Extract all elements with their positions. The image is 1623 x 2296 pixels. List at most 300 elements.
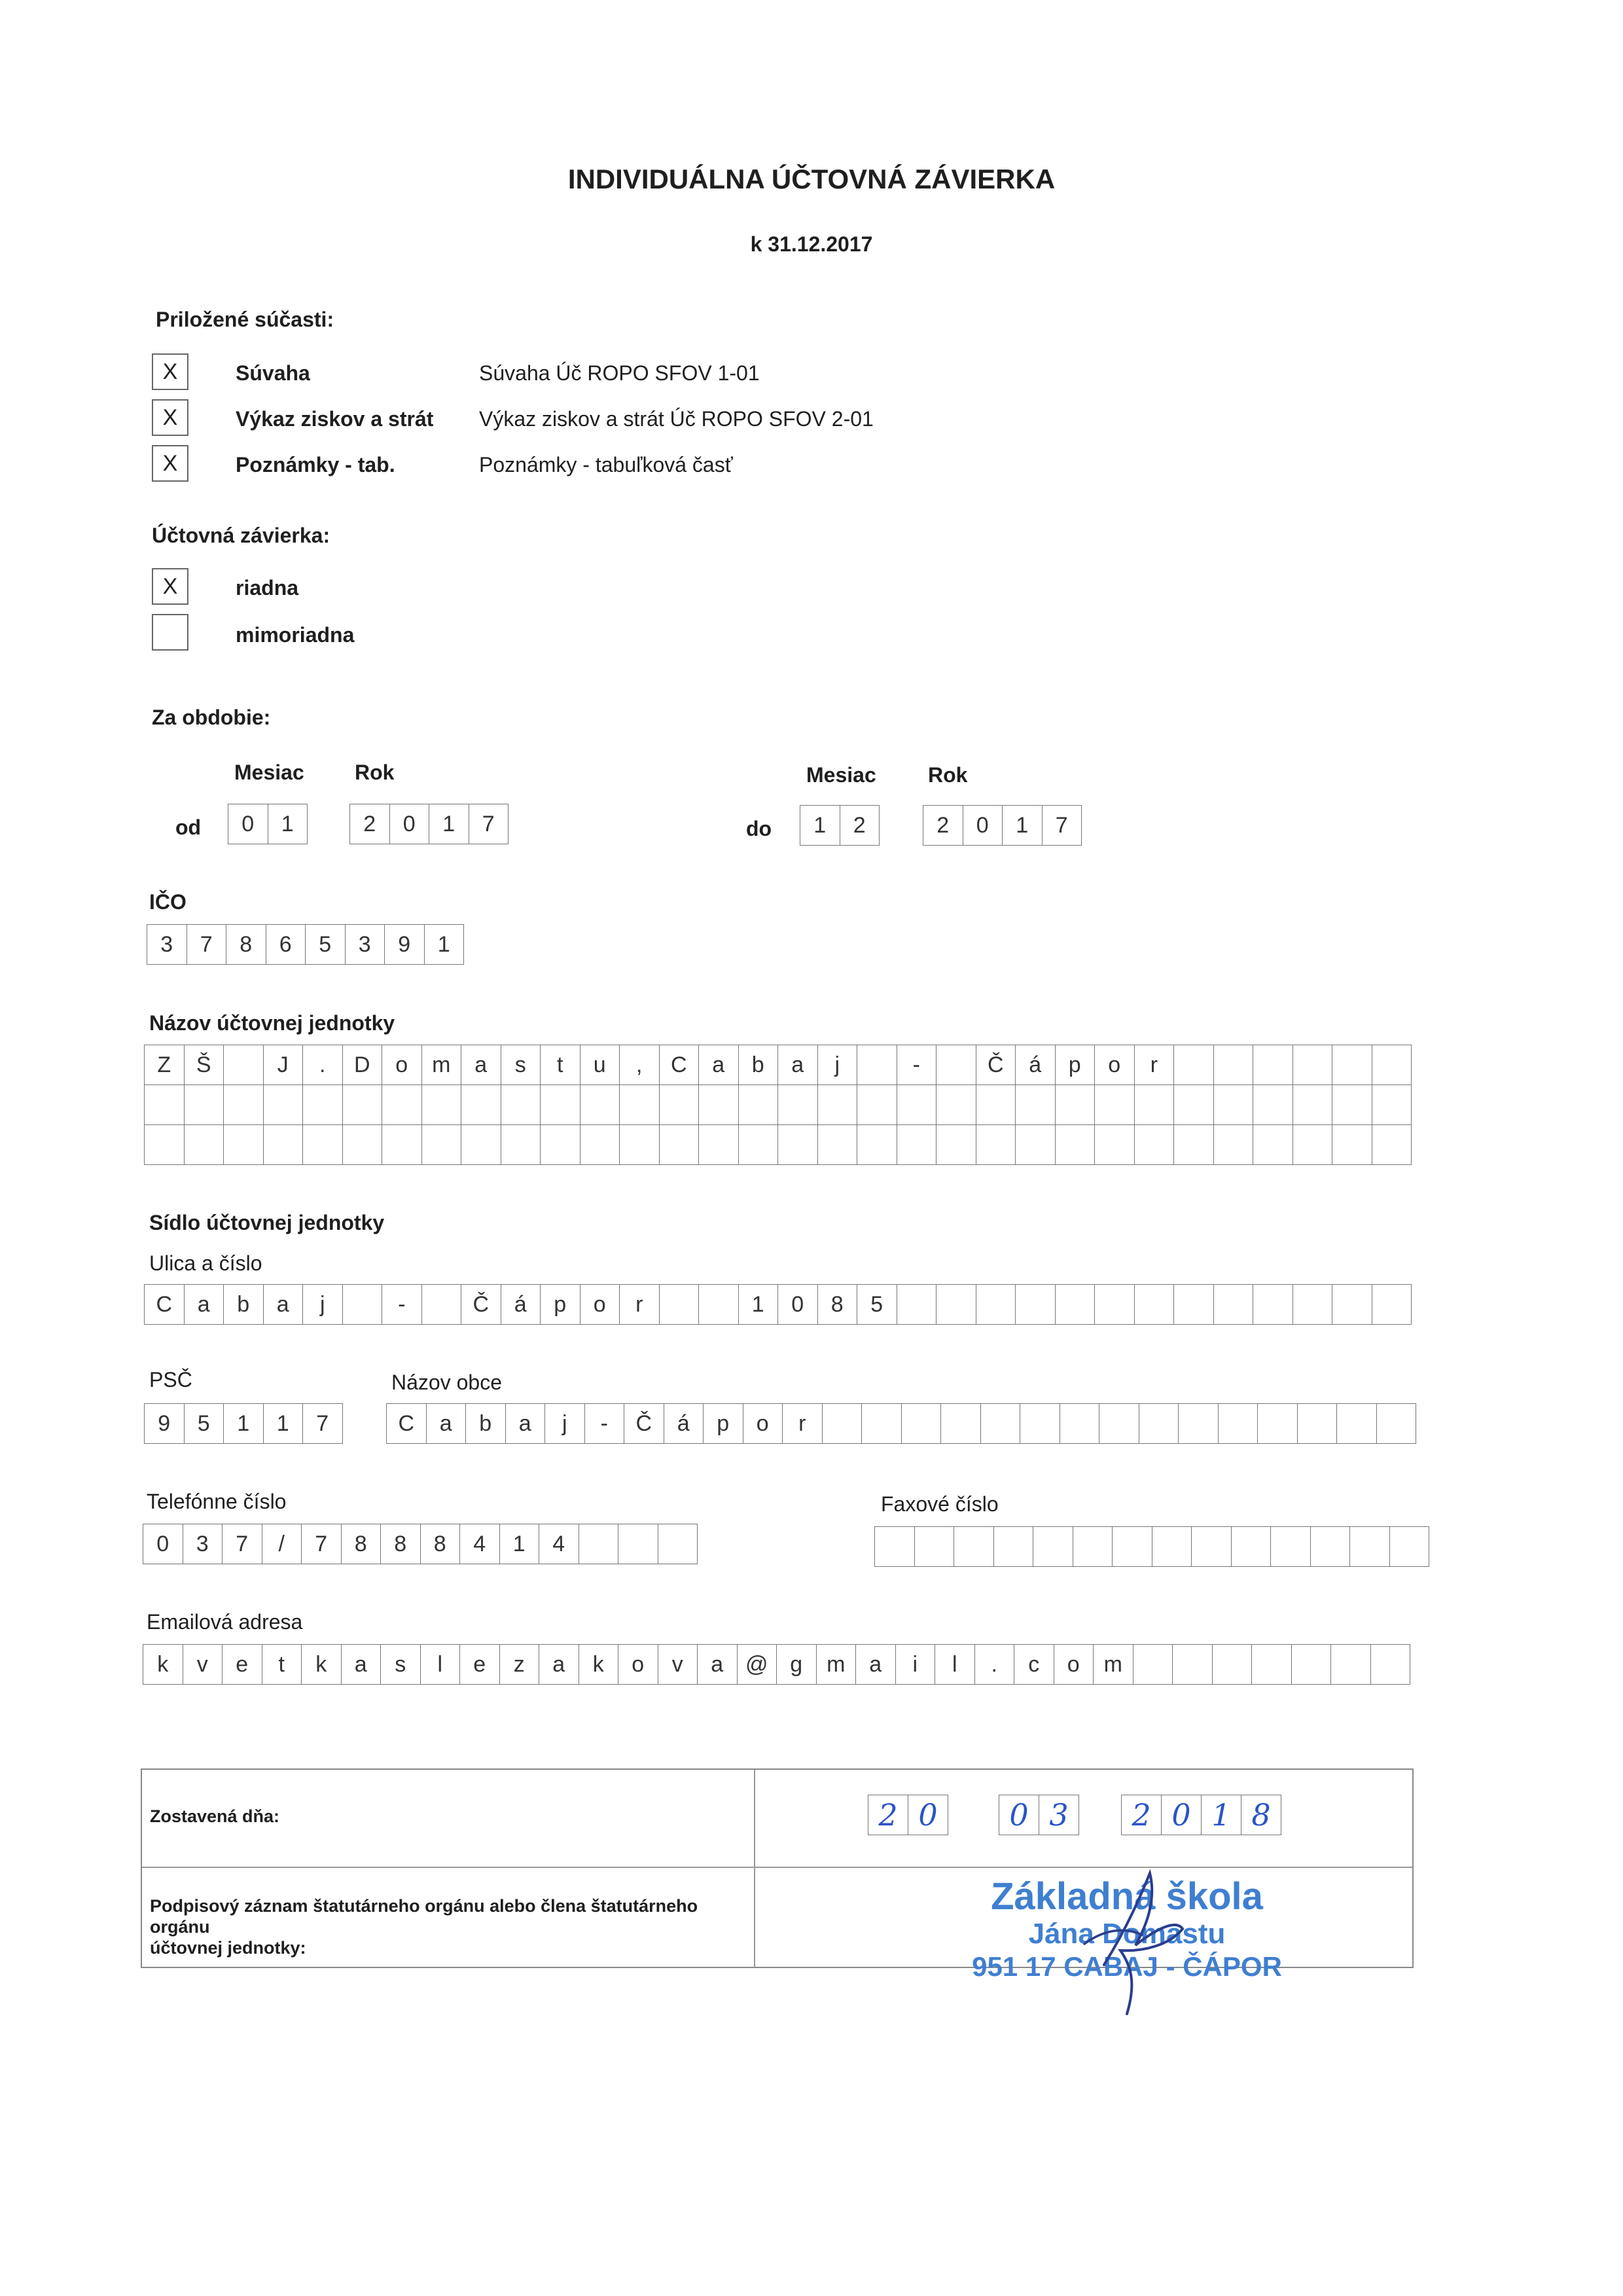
char-cell: o (618, 1644, 658, 1685)
char-cell (184, 1124, 224, 1165)
char-cell: - (584, 1403, 625, 1444)
char-cell: r (1134, 1045, 1175, 1085)
seat-label: Sídlo účtovnej jednotky (149, 1211, 385, 1234)
char-cell (857, 1124, 897, 1165)
entity-name-field[interactable] (144, 1045, 1412, 1165)
signature-label-line-2: účtovnej jednotky: (150, 1938, 306, 1958)
char-cell: 8 (420, 1524, 461, 1564)
char-cell (1172, 1644, 1213, 1685)
compiled-day-field[interactable] (868, 1795, 948, 1835)
char-cell (738, 1124, 779, 1165)
digit-cell: 7 (1042, 805, 1082, 846)
char-cell (1218, 1403, 1258, 1444)
digit-cell: 0 (228, 804, 268, 844)
char-cell (777, 1124, 818, 1165)
document-date: k 31.12.2017 (750, 232, 873, 256)
char-cell: . (974, 1644, 1015, 1685)
char-cell (1332, 1085, 1372, 1125)
char-cell (936, 1045, 976, 1085)
char-cell: l (935, 1644, 975, 1685)
street-field[interactable] (144, 1284, 1412, 1325)
char-cell: 0 (777, 1284, 818, 1325)
period-to-year[interactable] (923, 805, 1082, 846)
char-cell: j (302, 1284, 343, 1325)
char-cell (874, 1526, 915, 1567)
char-cell (1293, 1085, 1333, 1125)
char-cell (1191, 1526, 1232, 1567)
char-cell (698, 1124, 739, 1165)
char-cell (1372, 1045, 1412, 1085)
char-cell (897, 1284, 937, 1325)
char-cell (223, 1085, 264, 1125)
phone-field[interactable] (143, 1524, 698, 1564)
char-cell (658, 1524, 698, 1564)
char-cell: a (263, 1284, 304, 1325)
char-cell (976, 1284, 1016, 1325)
char-cell (184, 1085, 224, 1125)
attachment-checkbox-poznamky[interactable]: X (152, 445, 188, 482)
char-cell: á (1015, 1045, 1056, 1085)
char-cell: . (302, 1045, 343, 1085)
char-cell (914, 1526, 955, 1567)
char-cell: m (816, 1644, 857, 1685)
entity-name-label: Názov účtovnej jednotky (149, 1011, 395, 1035)
char-cell (1055, 1284, 1096, 1325)
char-cell (1152, 1526, 1192, 1567)
char-cell (342, 1284, 383, 1325)
char-cell: a (184, 1284, 224, 1325)
char-cell (993, 1526, 1034, 1567)
char-cell (1253, 1085, 1293, 1125)
char-cell: o (382, 1045, 422, 1085)
char-cell (1253, 1284, 1293, 1325)
char-cell (1094, 1284, 1135, 1325)
char-cell: m (421, 1045, 462, 1085)
char-cell: a (697, 1644, 738, 1685)
period-from-month[interactable] (228, 804, 308, 844)
digit-cell: 0 (389, 804, 430, 844)
char-cell (1332, 1284, 1372, 1325)
char-cell (936, 1284, 976, 1325)
char-cell (501, 1085, 541, 1125)
char-cell (1310, 1526, 1351, 1567)
char-cell (857, 1085, 897, 1125)
char-cell (777, 1085, 818, 1125)
closing-type-heading: Účtovná závierka: (152, 524, 330, 547)
handwritten-digit: 0 (1161, 1795, 1202, 1835)
char-cell (1015, 1124, 1056, 1165)
char-cell (1060, 1403, 1100, 1444)
stamp-line-1: Základná škola (991, 1875, 1263, 1918)
char-cell (1293, 1284, 1333, 1325)
closing-name-mimoriadna: mimoriadna (236, 623, 355, 647)
digit-cell: 2 (349, 804, 390, 844)
fax-label: Faxové číslo (881, 1492, 999, 1516)
char-cell: 7 (301, 1524, 342, 1564)
char-cell (1372, 1124, 1412, 1165)
char-cell: e (222, 1644, 262, 1685)
char-cell (618, 1524, 658, 1564)
ico-label: IČO (149, 890, 187, 914)
char-cell (461, 1085, 501, 1125)
handwritten-signature-icon (1058, 1867, 1209, 2017)
char-cell (540, 1085, 580, 1125)
char-cell (936, 1085, 976, 1125)
char-cell (976, 1085, 1016, 1125)
attachment-desc-poznamky: Poznámky - tabuľková časť (479, 453, 733, 476)
char-cell (738, 1085, 779, 1125)
char-cell (1020, 1403, 1060, 1444)
char-cell (1134, 1085, 1175, 1125)
char-cell: g (776, 1644, 817, 1685)
char-cell (1372, 1284, 1412, 1325)
digit-cell: 1 (1002, 805, 1043, 846)
char-cell (263, 1124, 304, 1165)
char-cell: m (1093, 1644, 1133, 1685)
char-cell: - (897, 1045, 937, 1085)
char-cell: j (817, 1045, 858, 1085)
document-title: INDIVIDUÁLNA ÚČTOVNÁ ZÁVIERKA (567, 164, 1056, 194)
char-cell (421, 1085, 462, 1125)
town-field[interactable] (386, 1403, 1416, 1444)
char-cell (1297, 1403, 1338, 1444)
char-cell: - (382, 1284, 422, 1325)
char-cell: 8 (226, 924, 266, 965)
signature-label-line-1: Podpisový záznam štatutárneho orgánu alebo člena štatutárneho orgánu (150, 1896, 698, 1937)
char-cell: 8 (380, 1524, 421, 1564)
char-cell (1253, 1124, 1293, 1165)
stamp-line-3: 951 17 CABAJ - ČÁPOR (972, 1951, 1282, 1982)
digit-cell: 2 (923, 805, 963, 846)
char-cell: r (782, 1403, 823, 1444)
char-cell: k (301, 1644, 342, 1685)
char-cell (1112, 1526, 1152, 1567)
period-to-month-label: Mesiac (806, 763, 876, 787)
char-cell: l (420, 1644, 461, 1685)
char-cell: a (777, 1045, 818, 1085)
char-cell (1178, 1403, 1219, 1444)
char-cell (382, 1124, 422, 1165)
char-cell (579, 1524, 619, 1564)
char-cell (501, 1124, 541, 1165)
char-cell (1293, 1124, 1333, 1165)
char-cell (1389, 1526, 1430, 1567)
char-cell (540, 1124, 580, 1165)
signature-table (141, 1768, 1414, 1982)
char-cell (1134, 1284, 1175, 1325)
char-cell (223, 1045, 264, 1085)
handwritten-digit: 2 (1121, 1795, 1162, 1835)
char-cell (698, 1085, 739, 1125)
closing-checkbox-riadna[interactable]: X (152, 568, 188, 605)
char-cell: , (619, 1045, 660, 1085)
char-cell: / (262, 1524, 302, 1564)
char-cell: 4 (539, 1524, 579, 1564)
char-cell: Č (976, 1045, 1016, 1085)
char-cell: a (426, 1403, 467, 1444)
char-cell: r (619, 1284, 660, 1325)
char-cell: 5 (305, 924, 346, 965)
digit-cell: 2 (840, 805, 880, 846)
char-cell: 7 (187, 924, 227, 965)
handwritten-digit: 8 (1241, 1795, 1281, 1835)
char-cell (1291, 1644, 1332, 1685)
char-cell (897, 1085, 937, 1125)
char-cell: 1 (223, 1403, 264, 1444)
period-from-month-label: Mesiac (234, 761, 304, 784)
char-cell (1073, 1526, 1113, 1567)
char-cell (1332, 1124, 1372, 1165)
fax-field[interactable] (874, 1526, 1429, 1567)
char-cell: D (342, 1045, 383, 1085)
char-cell (1133, 1644, 1173, 1685)
char-cell (1094, 1085, 1135, 1125)
signature-label (150, 1895, 739, 1958)
char-cell: a (461, 1045, 501, 1085)
char-cell: 0 (143, 1524, 183, 1564)
char-cell: s (501, 1045, 541, 1085)
char-cell: Č (624, 1403, 664, 1444)
char-cell (1336, 1403, 1377, 1444)
handwritten-digit: 0 (999, 1795, 1039, 1835)
char-cell (1094, 1124, 1135, 1165)
char-cell: C (386, 1403, 427, 1444)
period-from-year[interactable] (349, 804, 508, 844)
phone-label: Telefónne číslo (147, 1490, 287, 1513)
char-cell: z (499, 1644, 540, 1685)
period-to-label: do (746, 817, 772, 840)
char-cell (1213, 1045, 1254, 1085)
char-cell (1251, 1644, 1292, 1685)
char-cell (897, 1124, 937, 1165)
char-cell (1055, 1085, 1096, 1125)
char-cell (342, 1085, 383, 1125)
char-cell (1173, 1124, 1214, 1165)
compiled-date-label: Zostavená dňa: (150, 1806, 280, 1826)
char-cell: 7 (302, 1403, 343, 1444)
char-cell: o (580, 1284, 620, 1325)
char-cell (302, 1085, 343, 1125)
char-cell: Š (184, 1045, 224, 1085)
char-cell (1332, 1045, 1372, 1085)
char-cell: 1 (738, 1284, 779, 1325)
char-cell (144, 1124, 185, 1165)
char-cell: 3 (183, 1524, 223, 1564)
char-cell (659, 1124, 700, 1165)
char-cell: 1 (263, 1403, 304, 1444)
char-cell: 9 (144, 1403, 185, 1444)
char-cell (1099, 1403, 1139, 1444)
town-label: Názov obce (391, 1371, 502, 1394)
char-cell: a (698, 1045, 739, 1085)
char-cell: 4 (459, 1524, 500, 1564)
char-cell (1213, 1284, 1254, 1325)
char-cell (861, 1403, 902, 1444)
char-cell: 5 (857, 1284, 897, 1325)
char-cell (976, 1124, 1016, 1165)
char-cell: p (703, 1403, 743, 1444)
char-cell (954, 1526, 994, 1567)
digit-cell: 1 (268, 804, 308, 844)
char-cell (223, 1124, 264, 1165)
char-cell (1257, 1403, 1298, 1444)
char-cell (857, 1045, 897, 1085)
period-heading: Za obdobie: (152, 706, 271, 729)
char-cell (1015, 1284, 1056, 1325)
char-cell: 5 (184, 1403, 224, 1444)
char-cell (1231, 1526, 1272, 1567)
char-cell: a (539, 1644, 579, 1685)
char-cell (421, 1124, 462, 1165)
char-cell: k (579, 1644, 619, 1685)
char-cell: 3 (147, 924, 187, 965)
attachment-checkbox-vykaz[interactable]: X (152, 399, 188, 436)
char-cell (1330, 1644, 1371, 1685)
closing-checkbox-mimoriadna[interactable] (152, 614, 188, 651)
char-cell (901, 1403, 942, 1444)
street-label: Ulica a číslo (149, 1251, 262, 1275)
char-cell (1033, 1526, 1073, 1567)
char-cell: á (664, 1403, 704, 1444)
char-cell (342, 1124, 383, 1165)
char-cell (263, 1085, 304, 1125)
char-cell: o (1054, 1644, 1094, 1685)
attachment-name-poznamky: Poznámky - tab. (236, 453, 395, 476)
attachments-heading: Priložené súčasti: (156, 308, 334, 331)
char-cell (1253, 1045, 1293, 1085)
char-cell: b (738, 1045, 779, 1085)
char-cell: Z (144, 1045, 185, 1085)
char-cell (382, 1085, 422, 1125)
char-cell (1139, 1403, 1179, 1444)
char-cell (461, 1124, 501, 1165)
period-from-label: od (175, 816, 202, 839)
email-field[interactable] (143, 1644, 1410, 1685)
closing-name-riadna: riadna (236, 576, 299, 600)
char-cell (659, 1284, 700, 1325)
char-cell (1213, 1085, 1254, 1125)
char-cell: 9 (384, 924, 425, 965)
char-cell: 8 (817, 1284, 858, 1325)
period-to-year-label: Rok (928, 763, 968, 787)
psc-field[interactable] (144, 1403, 343, 1444)
char-cell (1349, 1526, 1390, 1567)
char-cell: v (658, 1644, 698, 1685)
char-cell: s (380, 1644, 421, 1685)
char-cell (1055, 1124, 1096, 1165)
char-cell (1213, 1124, 1254, 1165)
char-cell: á (501, 1284, 541, 1325)
compiled-month-field[interactable] (999, 1795, 1079, 1835)
char-cell: b (223, 1284, 264, 1325)
char-cell (659, 1085, 700, 1125)
char-cell (302, 1124, 343, 1165)
char-cell: u (580, 1045, 620, 1085)
char-cell: 7 (222, 1524, 262, 1564)
digit-cell: 1 (800, 805, 840, 846)
attachment-name-vykaz: Výkaz ziskov a strát (236, 407, 434, 431)
char-cell (421, 1284, 462, 1325)
char-cell: Č (461, 1284, 501, 1325)
char-cell (1293, 1045, 1333, 1085)
char-cell: 1 (424, 924, 465, 965)
char-cell: j (544, 1403, 585, 1444)
char-cell: J (263, 1045, 304, 1085)
char-cell (1015, 1085, 1056, 1125)
char-cell: C (144, 1284, 185, 1325)
char-cell: C (659, 1045, 700, 1085)
compiled-year-field[interactable] (1122, 1795, 1281, 1835)
ico-field[interactable] (147, 924, 464, 965)
char-cell: i (895, 1644, 936, 1685)
char-cell: c (1014, 1644, 1054, 1685)
char-cell (580, 1085, 620, 1125)
handwritten-digit: 2 (868, 1795, 908, 1835)
period-from-year-label: Rok (355, 761, 395, 784)
char-cell (817, 1085, 858, 1125)
char-cell (817, 1124, 858, 1165)
char-cell (619, 1085, 660, 1125)
char-cell: p (1055, 1045, 1096, 1085)
char-cell (144, 1085, 185, 1125)
attachment-checkbox-suvaha[interactable]: X (152, 353, 188, 390)
char-cell (580, 1124, 620, 1165)
period-to-month[interactable] (800, 805, 880, 846)
handwritten-digit: 0 (908, 1795, 948, 1835)
char-cell: a (341, 1644, 382, 1685)
char-cell (940, 1403, 981, 1444)
char-cell: 1 (499, 1524, 540, 1564)
char-cell: o (743, 1403, 783, 1444)
char-cell: o (1094, 1045, 1135, 1085)
char-cell (822, 1403, 863, 1444)
char-cell: 8 (341, 1524, 382, 1564)
char-cell (619, 1124, 660, 1165)
char-cell: v (183, 1644, 223, 1685)
email-label: Emailová adresa (147, 1610, 303, 1634)
stamp-line-2: Jána Domastu (1028, 1918, 1226, 1950)
psc-label: PSČ (149, 1368, 192, 1391)
char-cell: k (143, 1644, 183, 1685)
char-cell (936, 1124, 976, 1165)
handwritten-digit: 3 (1039, 1795, 1079, 1835)
handwritten-digit: 1 (1201, 1795, 1241, 1835)
char-cell: 6 (266, 924, 306, 965)
char-cell: b (465, 1403, 506, 1444)
char-cell (1372, 1085, 1412, 1125)
char-cell (1173, 1284, 1214, 1325)
char-cell: e (459, 1644, 500, 1685)
char-cell (1173, 1085, 1214, 1125)
char-cell (1270, 1526, 1311, 1567)
char-cell (1134, 1124, 1175, 1165)
char-cell: t (540, 1045, 580, 1085)
attachment-desc-vykaz: Výkaz ziskov a strát Úč ROPO SFOV 2-01 (479, 407, 874, 431)
char-cell: t (262, 1644, 302, 1685)
char-cell (698, 1284, 739, 1325)
char-cell: a (505, 1403, 546, 1444)
char-cell (1212, 1644, 1253, 1685)
char-cell (1376, 1403, 1417, 1444)
char-cell (1173, 1045, 1214, 1085)
char-cell: p (540, 1284, 580, 1325)
digit-cell: 0 (963, 805, 1003, 846)
char-cell (980, 1403, 1021, 1444)
char-cell (1370, 1644, 1411, 1685)
char-cell: a (855, 1644, 896, 1685)
char-cell: @ (737, 1644, 777, 1685)
attachment-name-suvaha: Súvaha (236, 361, 310, 385)
